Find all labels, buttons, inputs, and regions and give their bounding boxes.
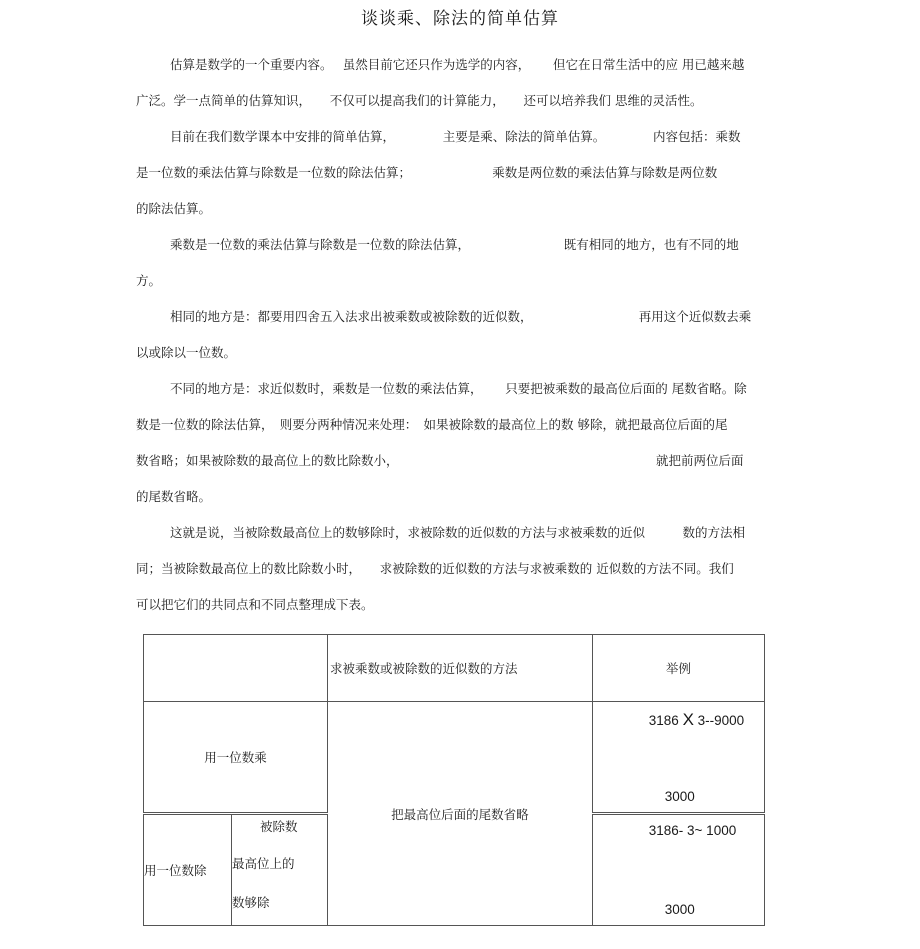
paragraph-line: 这就是说，当被除数最高位上的数够除时，求被除数的近似数的方法与求被乘数的近似 数的方法相 — [170, 525, 746, 540]
multiply-example-prefix: 3186 — [648, 713, 683, 728]
multiply-sign-x: X — [682, 710, 694, 729]
paragraph-line: 方。 — [136, 273, 162, 288]
row-label-divide: 用一位数除 — [144, 863, 207, 878]
divide-example-cell — [592, 814, 764, 926]
paragraph-line: 是一位数的乘法估算与除数是一位数的除法估算； 乘数是两位数的乘法估算与除数是两位数 — [136, 165, 718, 180]
paragraph-line: 同；当被除数最高位上的数比除数小时， 求被除数的近似数的方法与求被乘数的 近似数的方法不同。我们 — [136, 561, 734, 576]
paragraph-line: 估算是数学的一个重要内容。 虽然目前它还只作为选学的内容， 但它在日常生活中的应 用已越来越 — [170, 57, 745, 72]
paragraph-line: 就把前两位后面 — [656, 453, 744, 468]
paragraph-line: 数省略；如果被除数的最高位上的数比除数小， — [136, 453, 399, 468]
paragraph-line: 的尾数省略。 — [136, 489, 212, 504]
table-row-multiply — [144, 702, 765, 814]
paragraph-line: 以或除以一位数。 — [136, 345, 237, 360]
multiply-example-cell — [592, 702, 764, 814]
paragraph-line: 不同的地方是：求近似数时，乘数是一位数的乘法估算， 只要把被乘数的最高位后面的 尾数省略。除 — [170, 381, 747, 396]
divide-condition-line-3: 数够除 — [232, 895, 270, 910]
row-label-multiply: 用一位数乘 — [144, 702, 328, 814]
divide-label-container — [144, 815, 327, 925]
table-header-method: 求被乘数或被除数的近似数的方法 — [328, 635, 593, 702]
divide-label-cell — [144, 814, 328, 926]
comparison-table — [143, 634, 765, 926]
multiply-example-suffix: 3--9000 — [693, 713, 745, 728]
paragraph-line: 可以把它们的共同点和不同点整理成下表。 — [136, 597, 374, 612]
document-title: 谈谈乘、除法的简单估算 — [361, 9, 559, 29]
paragraph-line: 相同的地方是：都要用四舍五入法求出被乘数或被除数的近似数， 再用这个近似数去乘 — [170, 309, 752, 324]
paragraph-line: 乘数是一位数的乘法估算与除数是一位数的除法估算， 既有相同的地方，也有不同的地 — [170, 237, 739, 252]
paragraph-line: 的除法估算。 — [136, 201, 212, 216]
multiply-example-result: 3000 — [664, 789, 695, 804]
divide-example-result: 3000 — [664, 902, 695, 917]
table-header-row — [144, 635, 765, 702]
divide-condition-line-1: 被除数 — [260, 819, 298, 834]
shared-method-cell: 把最高位后面的尾数省略 — [328, 702, 593, 926]
multiply-example-expression — [649, 710, 744, 730]
table-header-example: 举例 — [592, 635, 764, 702]
paragraph-line: 目前在我们数学课本中安排的简单估算， 主要是乘、除法的简单估算。 内容包括：乘数 — [170, 129, 741, 144]
divide-condition-line-2: 最高位上的 — [232, 856, 295, 871]
paragraph-line: 数是一位数的除法估算， 则要分两种情况来处理： 如果被除数的最高位上的数 够除，就把最高位后面的尾 — [136, 417, 728, 432]
table-header-empty-cell — [144, 635, 328, 702]
paragraph-line: 广泛。学一点简单的估算知识， 不仅可以提高我们的计算能力， 还可以培养我们 思维的灵活性。 — [136, 93, 703, 108]
divide-example-expression: 3186- 3~ 1000 — [648, 823, 737, 838]
